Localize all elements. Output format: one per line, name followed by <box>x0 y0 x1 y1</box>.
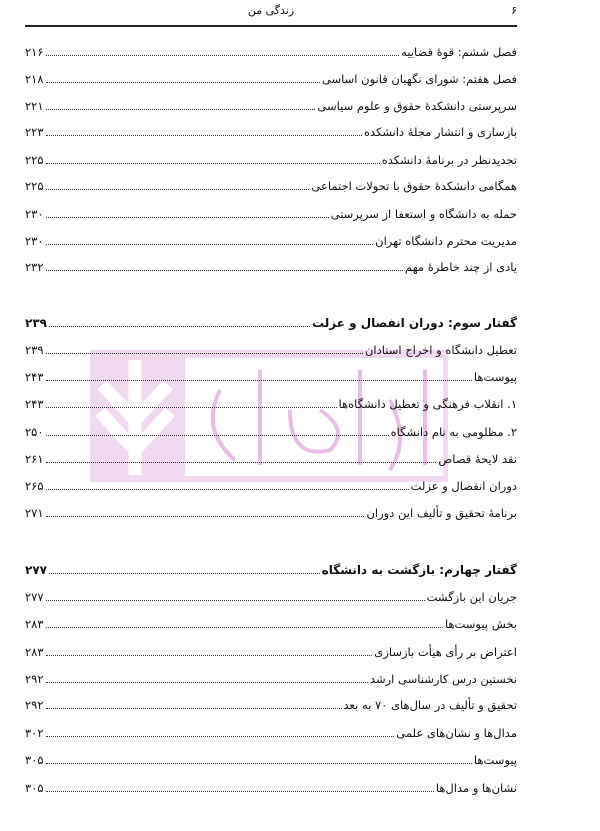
dot-leader <box>46 708 342 709</box>
entry-page: ۲۹۲ <box>25 698 44 712</box>
dot-leader <box>46 655 373 656</box>
dot-leader <box>46 516 365 517</box>
dot-leader <box>46 627 443 628</box>
entry-title: بخش پیوست‌ها <box>444 617 517 631</box>
toc-entry <box>25 693 517 713</box>
toc-entry <box>25 748 517 768</box>
entry-title: سرپرستی دانشکدهٔ حقوق و علوم سیاسی <box>317 99 517 113</box>
dot-leader <box>46 736 395 737</box>
page-number: ۶ <box>511 4 517 17</box>
toc-entry <box>25 612 517 632</box>
toc-entry <box>25 174 517 194</box>
entry-page: ۲۱۶ <box>25 45 44 59</box>
entry-title: همگامی دانشکدهٔ حقوق با تحولات اجتماعی <box>311 179 517 193</box>
toc-entry <box>25 667 517 687</box>
dot-leader <box>46 353 363 354</box>
entry-title: گفتار چهارم: بازگشت به دانشگاه <box>321 563 517 577</box>
toc-entry <box>25 392 517 412</box>
toc-entry <box>25 776 517 796</box>
entry-title: جریان این بازگشت <box>426 590 517 604</box>
toc-entry <box>25 202 517 222</box>
entry-title: نقد لایحهٔ قصاص <box>438 452 517 466</box>
toc-entry <box>25 721 517 741</box>
entry-page: ۲۶۱ <box>25 452 44 466</box>
toc-entry <box>25 338 517 358</box>
dot-leader <box>46 407 337 408</box>
entry-title: نشان‌ها و مدال‌ها <box>435 781 517 795</box>
dot-leader <box>46 189 310 190</box>
entry-title: برنامهٔ تحقیق و تألیف این دوران <box>366 506 517 520</box>
entry-title: مدیریت محترم دانشگاه تهران <box>375 234 517 248</box>
entry-title: ۱. انقلاب فرهنگی و تعطیل دانشگاه‌ها <box>338 397 517 411</box>
entry-page: ۲۴۳ <box>25 397 44 411</box>
dot-leader <box>46 217 329 218</box>
entry-title: پیوست‌ها <box>473 753 517 767</box>
entry-title: تعطیل دانشگاه و اخراج استادان <box>364 343 517 357</box>
entry-title: اعتراض بر رأی هیأت بازسازی <box>374 645 517 659</box>
dot-leader <box>46 791 434 792</box>
header-rule <box>25 25 517 27</box>
entry-title: مدال‌ها و نشان‌های علمی <box>396 726 517 740</box>
entry-title: فصل هفتم: شورای نگهبان قانون اساسی <box>321 72 517 86</box>
dot-leader <box>46 82 320 83</box>
dot-leader <box>46 600 425 601</box>
entry-page: ۲۲۱ <box>25 99 44 113</box>
entry-title: حمله به دانشگاه و استعفا از سرپرستی <box>330 207 517 221</box>
dot-leader <box>46 109 316 110</box>
dot-leader <box>49 573 320 574</box>
entry-page: ۲۵۰ <box>25 425 44 439</box>
entry-page: ۲۳۲ <box>25 260 44 274</box>
dot-leader <box>46 244 374 245</box>
entry-page: ۲۴۳ <box>25 370 44 384</box>
toc-entry <box>25 501 517 521</box>
entry-title: دوران انفصال و عزلت <box>410 479 517 493</box>
entry-page: ۲۹۲ <box>25 672 44 686</box>
toc-entry <box>25 447 517 467</box>
toc-entry <box>25 474 517 494</box>
entry-page: ۳۰۵ <box>25 781 44 795</box>
toc-entry <box>25 40 517 60</box>
dot-leader <box>46 380 472 381</box>
entry-page: ۲۱۸ <box>25 72 44 86</box>
toc-entry <box>25 94 517 114</box>
toc-entry <box>25 640 517 660</box>
toc-heading <box>25 311 517 331</box>
entry-page: ۲۸۳ <box>25 645 44 659</box>
dot-leader <box>46 462 437 463</box>
dot-leader <box>46 489 409 490</box>
running-header <box>25 2 517 24</box>
entry-page: ۲۷۷ <box>25 590 44 604</box>
dot-leader <box>46 270 403 271</box>
toc-entry <box>25 420 517 440</box>
entry-page: ۲۲۵ <box>25 179 44 193</box>
toc-heading <box>25 558 517 578</box>
entry-page: ۲۷۱ <box>25 506 44 520</box>
entry-page: ۲۳۹ <box>25 343 44 357</box>
dot-leader <box>46 135 362 136</box>
dot-leader <box>49 326 310 327</box>
toc-entry <box>25 148 517 168</box>
book-title: زندگی من <box>247 4 295 17</box>
entry-title: یادی از چند خاطرهٔ مهم <box>404 260 517 274</box>
entry-page: ۲۳۰ <box>25 234 44 248</box>
entry-page: ۲۲۳ <box>25 125 44 139</box>
entry-title: بازسازی و انتشار مجلهٔ دانشکده <box>363 125 517 139</box>
entry-title: گفتار سوم: دوران انفصال و عزلت <box>312 316 517 330</box>
toc-entry <box>25 67 517 87</box>
dot-leader <box>46 682 368 683</box>
entry-page: ۲۳۹ <box>25 316 47 330</box>
entry-title: ۲. مظلومی به نام دانشگاه <box>390 425 517 439</box>
entry-page: ۳۰۵ <box>25 753 44 767</box>
entry-title: پیوست‌ها <box>473 370 517 384</box>
entry-title: نخستین درس کارشناسی ارشد <box>369 672 517 686</box>
toc-entry <box>25 365 517 385</box>
dot-leader <box>46 763 472 764</box>
dot-leader <box>46 435 389 436</box>
entry-title: تجدیدنظر در برنامهٔ دانشکده <box>381 153 517 167</box>
entry-page: ۲۷۷ <box>25 563 47 577</box>
entry-title: تحقیق و تألیف در سال‌های ۷۰ به بعد <box>343 698 517 712</box>
toc-entry <box>25 585 517 605</box>
dot-leader <box>46 55 400 56</box>
toc-entry <box>25 120 517 140</box>
entry-page: ۲۶۵ <box>25 479 44 493</box>
entry-page: ۳۰۲ <box>25 726 44 740</box>
dot-leader <box>46 163 380 164</box>
toc-entry <box>25 255 517 275</box>
entry-page: ۲۲۵ <box>25 153 44 167</box>
entry-page: ۲۸۳ <box>25 617 44 631</box>
entry-page: ۲۳۰ <box>25 207 44 221</box>
toc-entry <box>25 229 517 249</box>
entry-title: فصل ششم: قوهٔ قضاییه <box>401 45 517 59</box>
